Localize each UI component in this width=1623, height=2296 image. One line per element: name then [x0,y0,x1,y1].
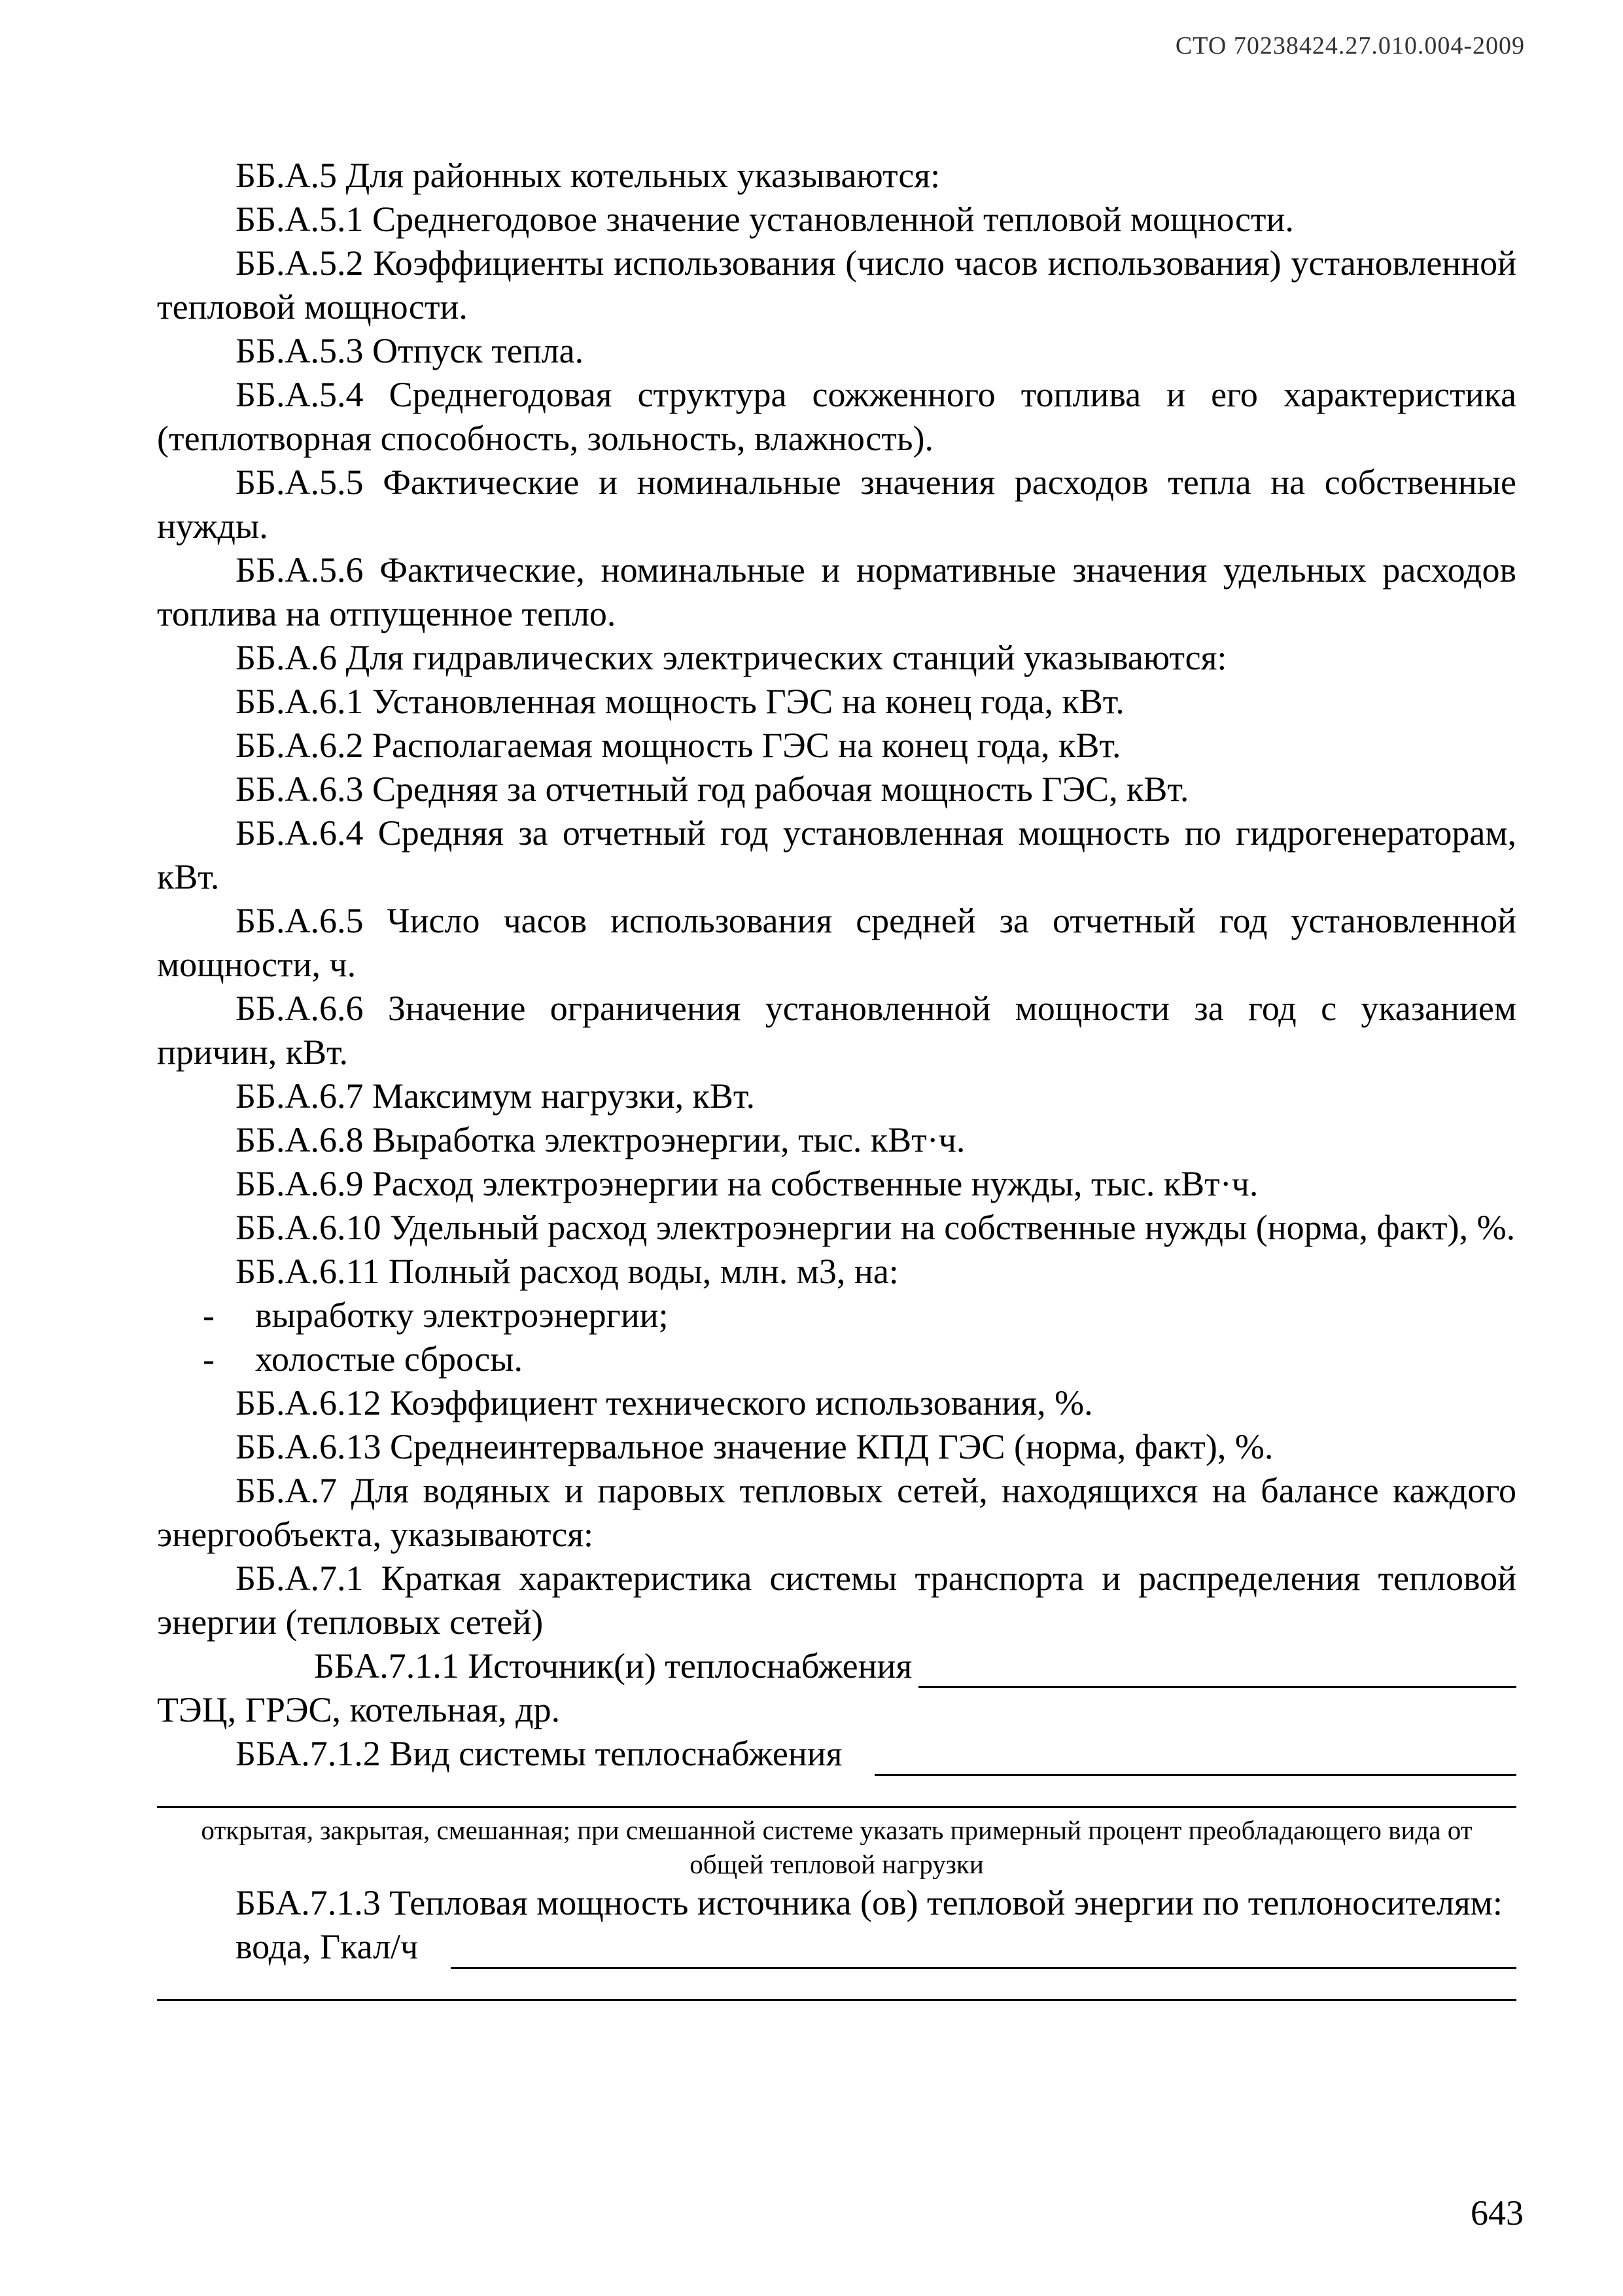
bullet-item [157,1294,1516,1337]
paragraph: ББ.А.6.10 Удельный расход электроэнергии на собственные нужды (норма, факт), %. [236,1208,1516,1247]
paragraph: ББ.А.5.5 Фактические и номинальные значения расходов тепла на собственные нужды. [157,463,1516,546]
water-capacity-field-label: вода, Гкал/ч [236,1927,419,1966]
paragraph: ББ.А.6.1 Установленная мощность ГЭС на конец года, кВт. [236,682,1125,721]
paragraph: ББ.А.7 Для водяных и паровых тепловых сетей, находящихся на балансе каждого энергообъекта, указываются: [157,1471,1516,1554]
paragraph: ББ.А.7.1 Краткая характеристика системы транспорта и распределения тепловой энергии (тепловых сетей) [157,1559,1516,1642]
paragraph: ББА.7.1.3 Тепловая мощность источника (ов) тепловой энергии по теплоносителям: [236,1883,1503,1922]
paragraph: ББ.А.6 Для гидравлических электрических станций указываются: [236,638,1227,677]
paragraph: ББ.А.6.4 Средняя за отчетный год установленная мощность по гидрогенераторам, кВт. [157,813,1516,896]
paragraph: ББ.А.6.2 Располагаемая мощность ГЭС на конец года, кВт. [236,726,1121,765]
bullet-mark: - [203,1339,215,1379]
source-field-label: ББА.7.1.1 Источник(и) теплоснабжения [314,1646,913,1686]
paragraph: ББ.А.6.12 Коэффициент технического использования, %. [236,1383,1093,1422]
paragraph: ББ.А.6.9 Расход электроэнергии на собственные нужды, тыс. кВт·ч. [236,1164,1259,1203]
system-type-field-label: ББА.7.1.2 Вид системы теплоснабжения [236,1734,843,1773]
water-capacity-field-line[interactable] [451,1933,1516,1969]
bullet-mark: - [203,1296,215,1335]
paragraph: ББ.А.5.2 Коэффициенты использования (число часов использования) установленной тепловой мощности. [157,243,1516,327]
paragraph: ББ.А.6.6 Значение ограничения установленной мощности за год с указанием причин, кВт. [157,989,1516,1072]
paragraph: ББ.А.6.7 Максимум нагрузки, кВт. [236,1076,755,1116]
paragraph: ББ.А.6.8 Выработка электроэнергии, тыс. кВт·ч. [236,1120,966,1159]
paragraph: ББ.А.5 Для районных котельных указываются: [236,156,941,195]
paragraph: ББ.А.6.3 Средняя за отчетный год рабочая мощность ГЭС, кВт. [236,769,1189,809]
paragraph: ББ.А.5.1 Среднегодовое значение установленной тепловой мощности. [236,200,1294,239]
document-code-header: СТО 70238424.27.010.004-2009 [1175,32,1525,60]
paragraph: ББ.А.6.13 Среднеинтервальное значение КПД ГЭС (норма, факт), %. [236,1427,1274,1466]
paragraph: ББ.А.5.4 Среднегодовая структура сожженного топлива и его характеристика (теплотворная способность, зольность, влажность). [157,375,1516,458]
paragraph: ББ.А.6.5 Число часов использования средней за отчетный год установленной мощности, ч. [157,901,1516,984]
source-field-row [157,1644,1516,1688]
water-capacity-field-row [157,1925,1516,1969]
bullet-text: выработку электроэнергии; [255,1296,669,1335]
system-type-hint-note: открытая, закрытая, смешанная; при смешанной системе указать примерный процент преобладающего вида от общей тепловой нагрузки [201,1815,1473,1879]
water-capacity-continuation-line[interactable] [157,1999,1516,2001]
page-body [157,154,1516,2001]
page-number: 643 [1471,2193,1524,2233]
paragraph: ББ.А.5.3 Отпуск тепла. [236,331,584,370]
bullet-item [157,1337,1516,1381]
bullet-text: холостые сбросы. [255,1339,523,1379]
paragraph: ББ.А.6.11 Полный расход воды, млн. м3, на: [236,1252,899,1291]
system-type-field-row [157,1732,1516,1776]
source-field-line[interactable] [918,1652,1516,1688]
paragraph: ББ.А.5.6 Фактические, номинальные и нормативные значения удельных расходов топлива на отпущенное тепло. [157,550,1516,633]
source-field-hint: ТЭЦ, ГРЭС, котельная, др. [157,1690,561,1729]
system-type-field-line[interactable] [875,1740,1516,1776]
